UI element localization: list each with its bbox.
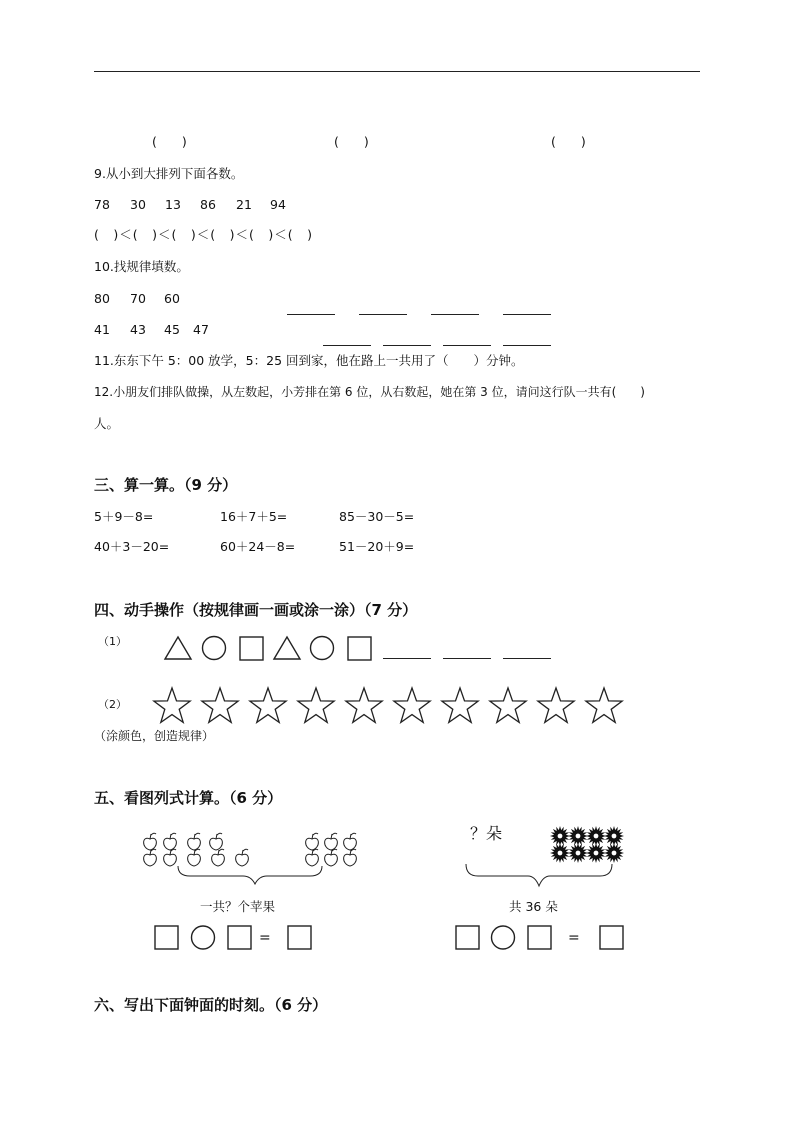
q12-text: 12.小朋友们排队做操，从左数起，小芳排在第 6 位，从右数起，她在第 3 位，请问这行队一共有( ) xyxy=(94,385,645,399)
q10-text: 10.找规律填数。 xyxy=(94,259,189,274)
q9-num-2: 30 xyxy=(130,197,146,212)
eq-left-equals: = xyxy=(259,930,271,946)
section-6-title: 六、写出下面钟面的时刻。（6 分） xyxy=(94,996,328,1014)
calc-1: 5＋9－8= xyxy=(94,509,154,524)
flower-question: ？朵 xyxy=(470,824,503,843)
eq-right-box-3 xyxy=(600,926,623,949)
section-4-title: 四、动手操作（按规律画一画或涂一涂）（7 分） xyxy=(94,601,418,619)
left-caption: 一共？个苹果 xyxy=(200,899,276,914)
q9-num-1: 78 xyxy=(94,197,110,212)
q9-num-5: 21 xyxy=(236,197,252,212)
q10-row1-num-2: 70 xyxy=(130,291,146,306)
calc-4: 40＋3－20= xyxy=(94,539,170,554)
calc-5: 60＋24－8= xyxy=(220,539,296,554)
q10-row2-num-3: 45 xyxy=(164,322,180,337)
answer-paren-1[interactable]: ( ) xyxy=(152,134,187,149)
calc-3: 85－30－5= xyxy=(339,509,415,524)
q10-row2-num-1: 41 xyxy=(94,322,110,337)
section-3-title: 三、算一算。（9 分） xyxy=(94,476,238,494)
section-5-title: 五、看图列式计算。（6 分） xyxy=(94,789,283,807)
q9-num-6: 94 xyxy=(270,197,286,212)
q10-row2-num-2: 43 xyxy=(130,322,146,337)
eq-right-box-1 xyxy=(456,926,479,949)
right-caption: 共 36 朵 xyxy=(509,899,558,914)
eq-right-box-2 xyxy=(528,926,551,949)
q12-text-cont: 人。 xyxy=(94,416,120,431)
answer-paren-2[interactable]: ( ) xyxy=(334,134,369,149)
answer-paren-3[interactable]: ( ) xyxy=(551,134,586,149)
pattern-2-label: （2） xyxy=(98,698,127,711)
calc-6: 51－20＋9= xyxy=(339,539,415,554)
eq-right-circle xyxy=(492,926,515,949)
eq-right-equals: = xyxy=(568,930,580,946)
q11-text: 11.东东下午 5：00 放学，5：25 回到家，他在路上一共用了（ ）分钟。 xyxy=(94,353,524,368)
q10-row1-num-1: 80 xyxy=(94,291,110,306)
q9-num-4: 86 xyxy=(200,197,216,212)
pattern-2-note: （涂颜色，创造规律） xyxy=(94,729,215,743)
q9-num-3: 13 xyxy=(165,197,181,212)
pattern-1-label: （1） xyxy=(98,635,127,648)
q10-row1-num-3: 60 xyxy=(164,291,180,306)
calc-2: 16＋7＋5= xyxy=(220,509,288,524)
q9-order-row[interactable]: ( )＜( )＜( )＜( )＜( )＜( ) xyxy=(94,227,314,242)
q9-text: 9.从小到大排列下面各数。 xyxy=(94,166,244,181)
q10-row2-num-4: 47 xyxy=(193,322,209,337)
